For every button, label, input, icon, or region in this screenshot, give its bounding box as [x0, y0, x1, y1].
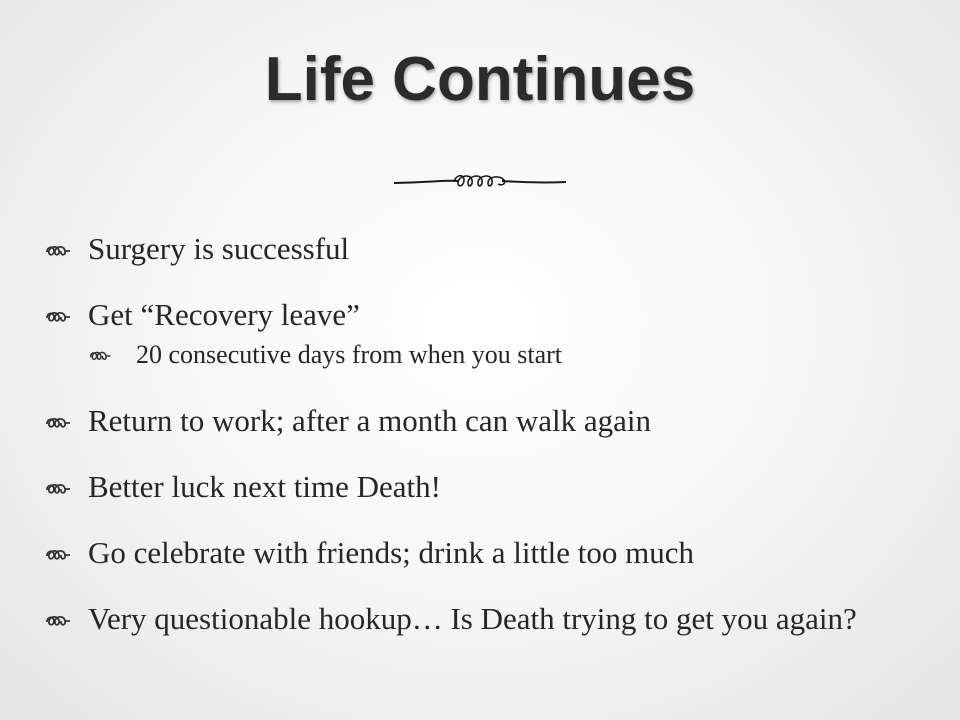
bullet-item [44, 602, 924, 636]
swirl-bullet-icon [88, 348, 112, 364]
bullet-text: Better luck next time Death! [88, 469, 441, 504]
slide-title: Life Continues [264, 45, 696, 114]
bullet-text: Surgery is successful [88, 231, 350, 266]
sub-bullet-text: 20 consecutive days from when you start [136, 340, 563, 369]
swirl-bullet-icon [44, 546, 72, 564]
bullet-text: Return to work; after a month can walk again [88, 403, 651, 438]
bullet-item [44, 536, 924, 570]
swirl-bullet-icon [44, 612, 72, 630]
bullet-item [44, 404, 924, 438]
swirl-bullet-icon [44, 308, 72, 326]
bullet-text: Go celebrate with friends; drink a little too much [88, 535, 695, 570]
sub-bullet-item [88, 340, 924, 370]
bullet-item [44, 470, 924, 504]
bullet-item [44, 298, 924, 332]
bullet-text: Get “Recovery leave” [88, 297, 360, 332]
bullet-text: Very questionable hookup… Is Death trying to get you again? [88, 601, 857, 636]
swirl-bullet-icon [44, 480, 72, 498]
bullet-list [44, 232, 924, 636]
flourish-divider-icon [392, 166, 568, 198]
bullet-item [44, 232, 924, 266]
swirl-bullet-icon [44, 414, 72, 432]
swirl-bullet-icon [44, 242, 72, 260]
